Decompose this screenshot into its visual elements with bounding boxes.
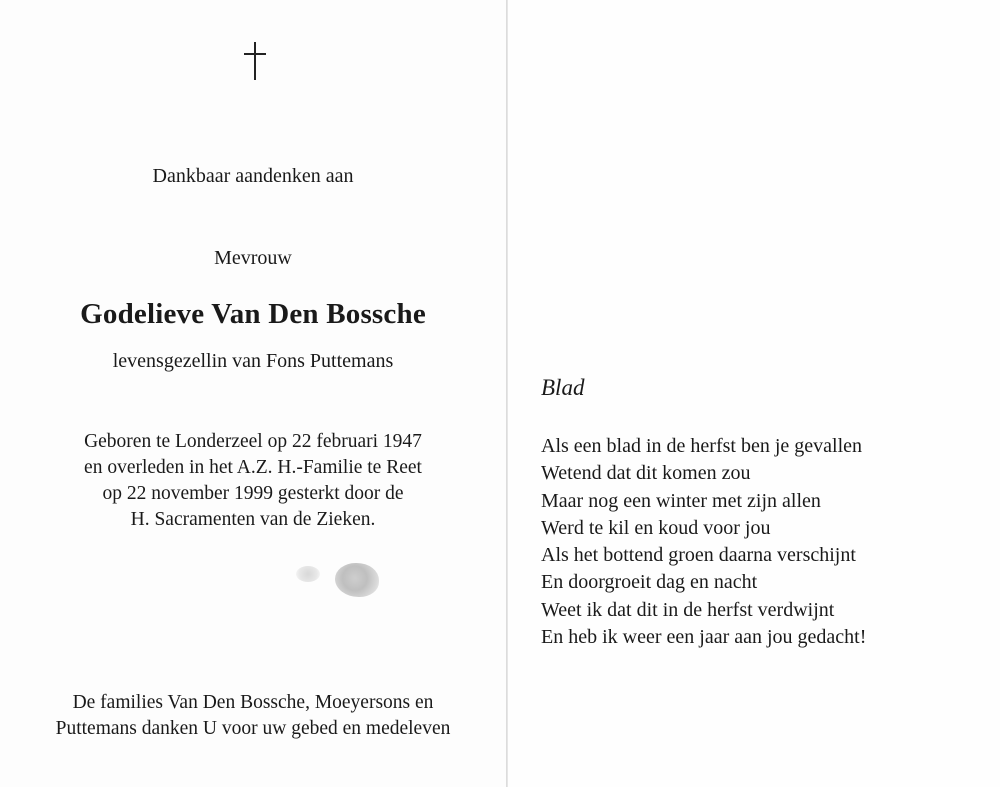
poem-body	[541, 433, 866, 651]
poem-line: Als een blad in de herfst ben je gevallen	[541, 435, 862, 457]
poem-line: En heb ik weer een jaar aan jou gedacht!	[541, 626, 867, 649]
poem-line: Als het bottend groen daarna verschijnt	[541, 544, 856, 567]
poem-line: En doorgroeit dag en nacht	[541, 571, 758, 594]
details-line: en overleden in het A.Z. H.-Familie te Reet	[84, 457, 422, 478]
details-line: op 22 november 1999 gesterkt door de	[102, 483, 404, 504]
paper-stain	[296, 566, 320, 582]
deceased-name: Godelieve Van Den Bossche	[80, 298, 426, 330]
honorific: Mevrouw	[214, 247, 292, 269]
life-details	[0, 429, 506, 533]
thanks-line: De families Van Den Bossche, Moeyersons en	[72, 692, 434, 713]
cross-icon	[244, 42, 266, 80]
poem-title: Blad	[541, 375, 585, 400]
poem-line: Werd te kil en koud voor jou	[541, 516, 771, 539]
poem-line: Maar nog een winter met zijn allen	[541, 489, 821, 512]
relation-text: levensgezellin van Fons Puttemans	[112, 350, 394, 372]
poem-line: Wetend dat dit komen zou	[541, 462, 751, 485]
thanks-line: Puttemans danken U voor uw gebed en medeleven	[55, 718, 451, 739]
details-line: Geboren te Londerzeel op 22 februari 1947	[84, 431, 422, 452]
paper-stain	[335, 563, 379, 597]
details-line: H. Sacramenten van de Zieken.	[130, 509, 376, 530]
poem-line: Weet ik dat dit in de herfst verdwijnt	[541, 598, 835, 621]
intro-text: Dankbaar aandenken aan	[152, 165, 354, 187]
family-thanks	[0, 690, 506, 742]
